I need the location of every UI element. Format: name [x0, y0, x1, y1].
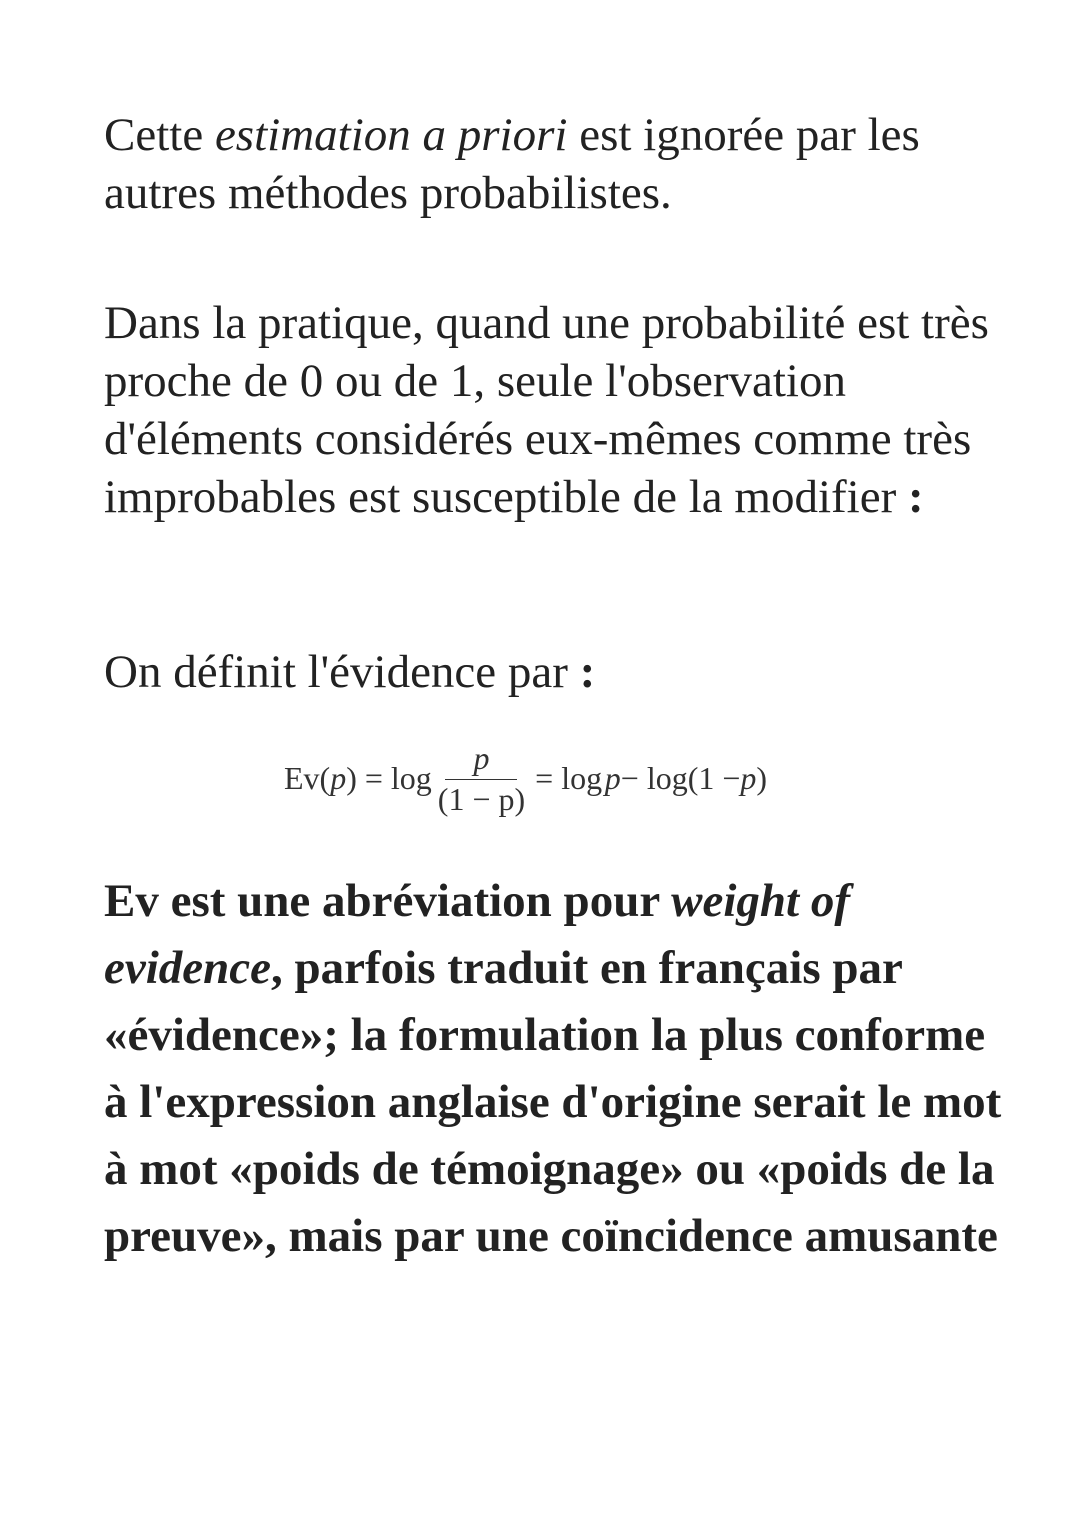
- formula-rhs: ): [756, 759, 768, 796]
- colon: :: [579, 646, 596, 698]
- paragraph-text: est ignorée par les autres méthodes probabilistes.: [104, 109, 920, 219]
- formula-fraction: [438, 741, 525, 816]
- formula-rhs: = log: [535, 759, 603, 796]
- formula-variable: p: [604, 759, 621, 796]
- paragraph-weight-of-evidence: [104, 868, 1004, 1270]
- formula-numerator: p: [445, 741, 517, 780]
- paragraph-definition: [104, 643, 595, 701]
- formula-lhs: Ev(: [284, 759, 331, 796]
- paragraph-text: Dans la pratique, quand une probabilité est très proche de 0 ou de 1, seule l'observation d'éléments considérés eux-mêmes comme très improbables est susceptible de la modifier: [104, 297, 989, 523]
- paragraph-pratique: [104, 294, 1004, 526]
- formula-variable: p: [330, 759, 347, 796]
- formula-variable: p: [740, 759, 757, 796]
- paragraph-text: Cette: [104, 109, 215, 161]
- paragraph-text: On définit l'évidence par: [104, 646, 580, 698]
- formula-denominator: (1 − p): [437, 780, 526, 817]
- formula-rhs: − log(1 −: [620, 759, 741, 796]
- paragraph-text: Ev est une abréviation pour: [104, 875, 672, 927]
- evidence-formula: [284, 728, 767, 828]
- emphasis-text: estimation a priori: [214, 109, 568, 161]
- colon: :: [908, 471, 924, 523]
- formula-lhs-close: ) = log: [346, 759, 432, 796]
- paragraph-text: , parfois traduit en français par «évidence»; la formulation la plus conforme à l'expression anglaise d'origine serait le mot à mot «poids de témoignage» ou «poids de la preuve», mais par une coïncidence amusante: [104, 942, 1002, 1262]
- paragraph-estimation: [104, 106, 1004, 222]
- emphasis-text: weight of evidence: [104, 875, 850, 994]
